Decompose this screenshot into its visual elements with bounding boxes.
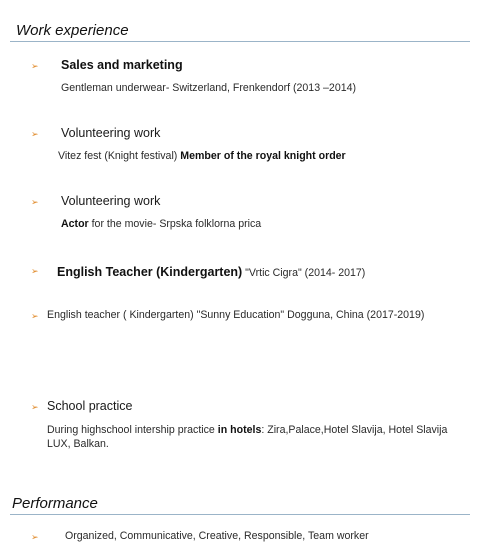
job-title: Volunteering work bbox=[61, 194, 161, 208]
arrow-bullet-icon: ➢ bbox=[31, 197, 39, 207]
job-detail bbox=[58, 150, 346, 162]
section-divider bbox=[10, 514, 470, 515]
arrow-bullet-icon: ➢ bbox=[31, 532, 39, 542]
arrow-bullet-icon: ➢ bbox=[31, 266, 39, 276]
job-detail-emphasis: in hotels bbox=[217, 424, 262, 436]
job-detail-text: During highschool intership practice bbox=[47, 424, 218, 436]
job-line: English teacher ( Kindergarten) "Sunny Education" Dogguna, China (2017-2019) bbox=[47, 309, 425, 321]
job-detail-text: for the movie- Srpska folklorna prica bbox=[88, 218, 262, 230]
section-divider bbox=[10, 41, 470, 42]
job-title: Sales and marketing bbox=[61, 58, 183, 72]
job-detail bbox=[47, 423, 467, 451]
job-title: Volunteering work bbox=[61, 126, 161, 140]
arrow-bullet-icon: ➢ bbox=[31, 129, 39, 139]
section-title-work-experience: Work experience bbox=[16, 22, 129, 39]
job-detail-emphasis: Actor bbox=[61, 218, 89, 230]
arrow-bullet-icon: ➢ bbox=[31, 402, 39, 412]
section-title-performance: Performance bbox=[12, 495, 98, 512]
job-detail: Gentleman underwear- Switzerland, Frenkendorf (2013 –2014) bbox=[61, 82, 357, 94]
job-detail-text: Vitez fest (Knight festival) bbox=[58, 150, 181, 162]
job-title bbox=[57, 263, 365, 281]
arrow-bullet-icon: ➢ bbox=[31, 311, 39, 321]
job-title-rest: "Vrtic Cigra" (2014- 2017) bbox=[242, 267, 366, 279]
job-title: School practice bbox=[47, 399, 133, 413]
job-detail bbox=[61, 218, 261, 230]
job-title-emphasis: English Teacher (Kindergarten) bbox=[57, 265, 243, 279]
arrow-bullet-icon: ➢ bbox=[31, 61, 39, 71]
job-detail-text: : Zira,Palace,Hotel Slavija, Hotel Slavija LUX, Balkan. bbox=[47, 424, 448, 450]
performance-traits: Organized, Communicative, Creative, Responsible, Team worker bbox=[65, 530, 369, 542]
job-detail-emphasis: Member of the royal knight order bbox=[180, 150, 346, 162]
